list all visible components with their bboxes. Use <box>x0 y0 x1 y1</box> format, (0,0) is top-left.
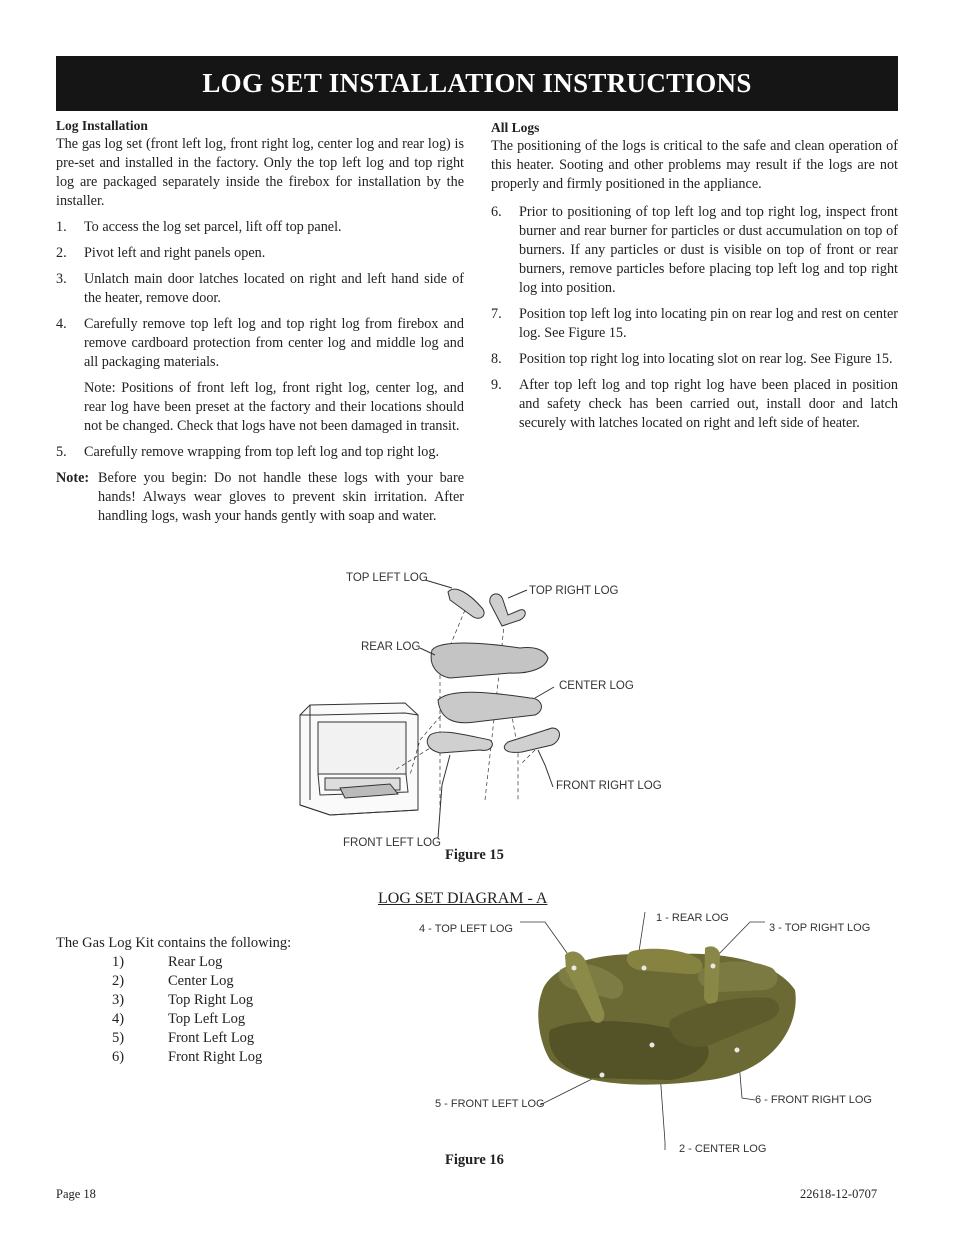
figure-16-caption: Figure 16 <box>445 1152 504 1168</box>
step-3: 3. Unlatch main door latches located on right and left hand side of the heater, remove door. <box>56 271 464 306</box>
step-8: 8. Position top right log into locating slot on rear log. See Figure 15. <box>491 351 893 367</box>
kit-item: 1) Rear Log <box>112 954 223 970</box>
label-5-front-left-log: 5 - FRONT LEFT LOG <box>435 1098 545 1110</box>
right-column <box>491 119 898 440</box>
step-7: 7. Position top left log into locating pin on rear log and rest on center log. See Figure 15. <box>491 306 898 341</box>
step-1: 1. To access the log set parcel, lift off top panel. <box>56 219 342 235</box>
label-6-front-right-log: 6 - FRONT RIGHT LOG <box>755 1094 872 1106</box>
kit-intro: The Gas Log Kit contains the following: <box>56 935 292 951</box>
label-2-center-log: 2 - CENTER LOG <box>679 1143 767 1155</box>
left-column <box>56 117 464 526</box>
all-logs-intro: The positioning of the logs is critical to the safe and clean operation of this heater. Sooting and other problems may result if the logs are not properly and firmly positioned in the appliance. <box>491 138 898 192</box>
label-4-top-left-log: 4 - TOP LEFT LOG <box>419 923 513 935</box>
step-2: 2. Pivot left and right panels open. <box>56 245 266 261</box>
kit-item: 3) Top Right Log <box>112 992 254 1008</box>
label-rear-log: REAR LOG <box>361 641 421 653</box>
step-5: 5. Carefully remove wrapping from top left log and top right log. <box>56 444 439 460</box>
title-banner <box>56 56 898 111</box>
gas-log-kit-list <box>56 934 291 1067</box>
figure-16-log-set-photo <box>520 910 810 1150</box>
document-number: 22618-12-0707 <box>800 1187 878 1201</box>
step-6: 6. Prior to positioning of top left log and top right log, inspect front burner and rear burner for particles or dust accumulation on top of burners. If any particles or dust is visible on top of front or rear burners, remove particles before placing top left log and top right log into position. <box>491 204 898 296</box>
step-4-note: Note: Positions of front left log, front right log, center log, and rear log have been preset at the factory and their locations should not be changed. Check that logs have not been damaged in transit. <box>84 380 464 434</box>
kit-item: 2) Center Log <box>112 973 234 989</box>
label-3-top-right-log: 3 - TOP RIGHT LOG <box>769 922 871 934</box>
label-front-right-log: FRONT RIGHT LOG <box>556 780 662 792</box>
all-logs-heading: All Logs <box>491 120 540 135</box>
figure-15-illustration <box>290 570 670 845</box>
diagram-title: LOG SET DIAGRAM - A <box>378 890 548 907</box>
label-center-log: CENTER LOG <box>559 680 634 692</box>
figure-15-caption: Figure 15 <box>445 847 504 863</box>
kit-item: 6) Front Right Log <box>112 1049 263 1065</box>
label-1-rear-log: 1 - REAR LOG <box>656 912 729 924</box>
log-installation-intro: The gas log set (front left log, front right log, center log and rear log) is pre-set and installed in the factory. Only the top left log and top right log are packaged separately inside the firebox for installation by the installer. <box>56 136 464 209</box>
gloves-note: Note: Before you begin: Do not handle these logs with your bare hands! Always wear gloves to prevent skin irritation. After handling logs, wash your hands gently with soap and water. <box>56 470 464 524</box>
label-front-left-log: FRONT LEFT LOG <box>343 837 441 849</box>
log-installation-heading: Log Installation <box>56 118 148 133</box>
step-9: 9. After top left log and top right log have been placed in position and safety check has been carried out, install door and latch securely with latches located on right and left side of heater. <box>491 377 898 431</box>
label-top-left-log: TOP LEFT LOG <box>346 572 428 584</box>
kit-item: 5) Front Left Log <box>112 1030 255 1046</box>
page-number: Page 18 <box>56 1187 96 1201</box>
label-top-right-log: TOP RIGHT LOG <box>529 585 619 597</box>
kit-item: 4) Top Left Log <box>112 1011 246 1027</box>
step-4: 4. Carefully remove top left log and top right log from firebox and remove cardboard protection from center log and middle log and all packaging materials. <box>56 316 464 370</box>
page-title: LOG SET INSTALLATION INSTRUCTIONS <box>202 68 752 98</box>
